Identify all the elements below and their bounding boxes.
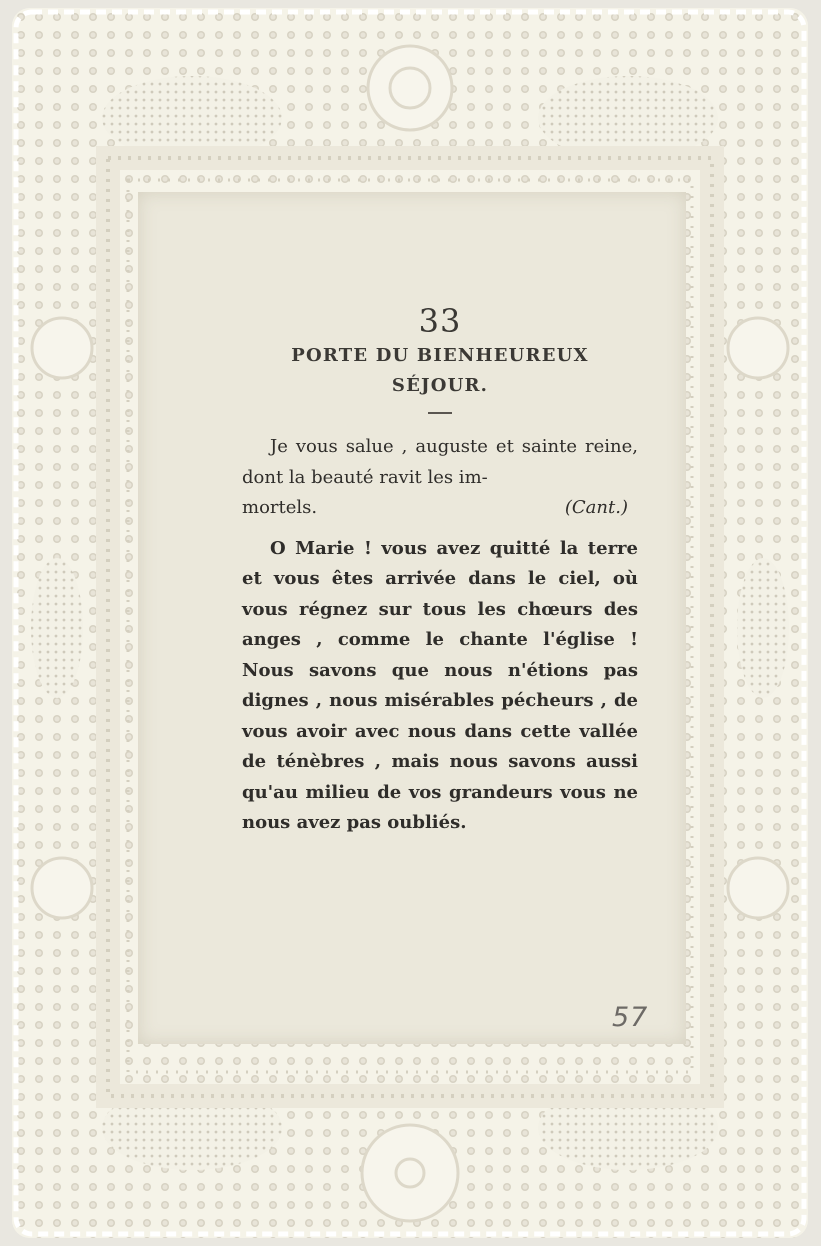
divider xyxy=(428,412,452,414)
paragraph-1-end: mortels. xyxy=(242,497,318,518)
card-number: 33 xyxy=(418,302,462,340)
paragraph-1-last-line xyxy=(242,493,638,524)
paragraph-1-text: Je vous salue , auguste et sainte reine, dont la beauté ravit les im- xyxy=(242,436,638,488)
paragraph-2 xyxy=(242,534,638,839)
title-line-1: PORTE DU BIENHEUREUX xyxy=(291,345,589,366)
prayer-text-block xyxy=(242,302,638,839)
title-line-2: SÉJOUR. xyxy=(391,375,489,396)
paragraph-1 xyxy=(242,432,638,524)
paragraph-2-text: O Marie ! vous avez quitté la terre et vous êtes arrivée dans le ciel, où vous régnez sur tous les chœurs des anges , comme le chante l'église ! Nous savons que nous n'étions pas dignes , nous misérables pécheurs , de vous avoir avec nous dans cette vallée de ténèbres , mais nous savons aussi qu'au milieu de vos grandeurs vous ne nous avez pas oubliés. xyxy=(242,537,638,833)
handwritten-number: 57 xyxy=(612,1002,649,1033)
text-panel xyxy=(138,192,686,1044)
citation: (Cant.) xyxy=(564,497,628,518)
